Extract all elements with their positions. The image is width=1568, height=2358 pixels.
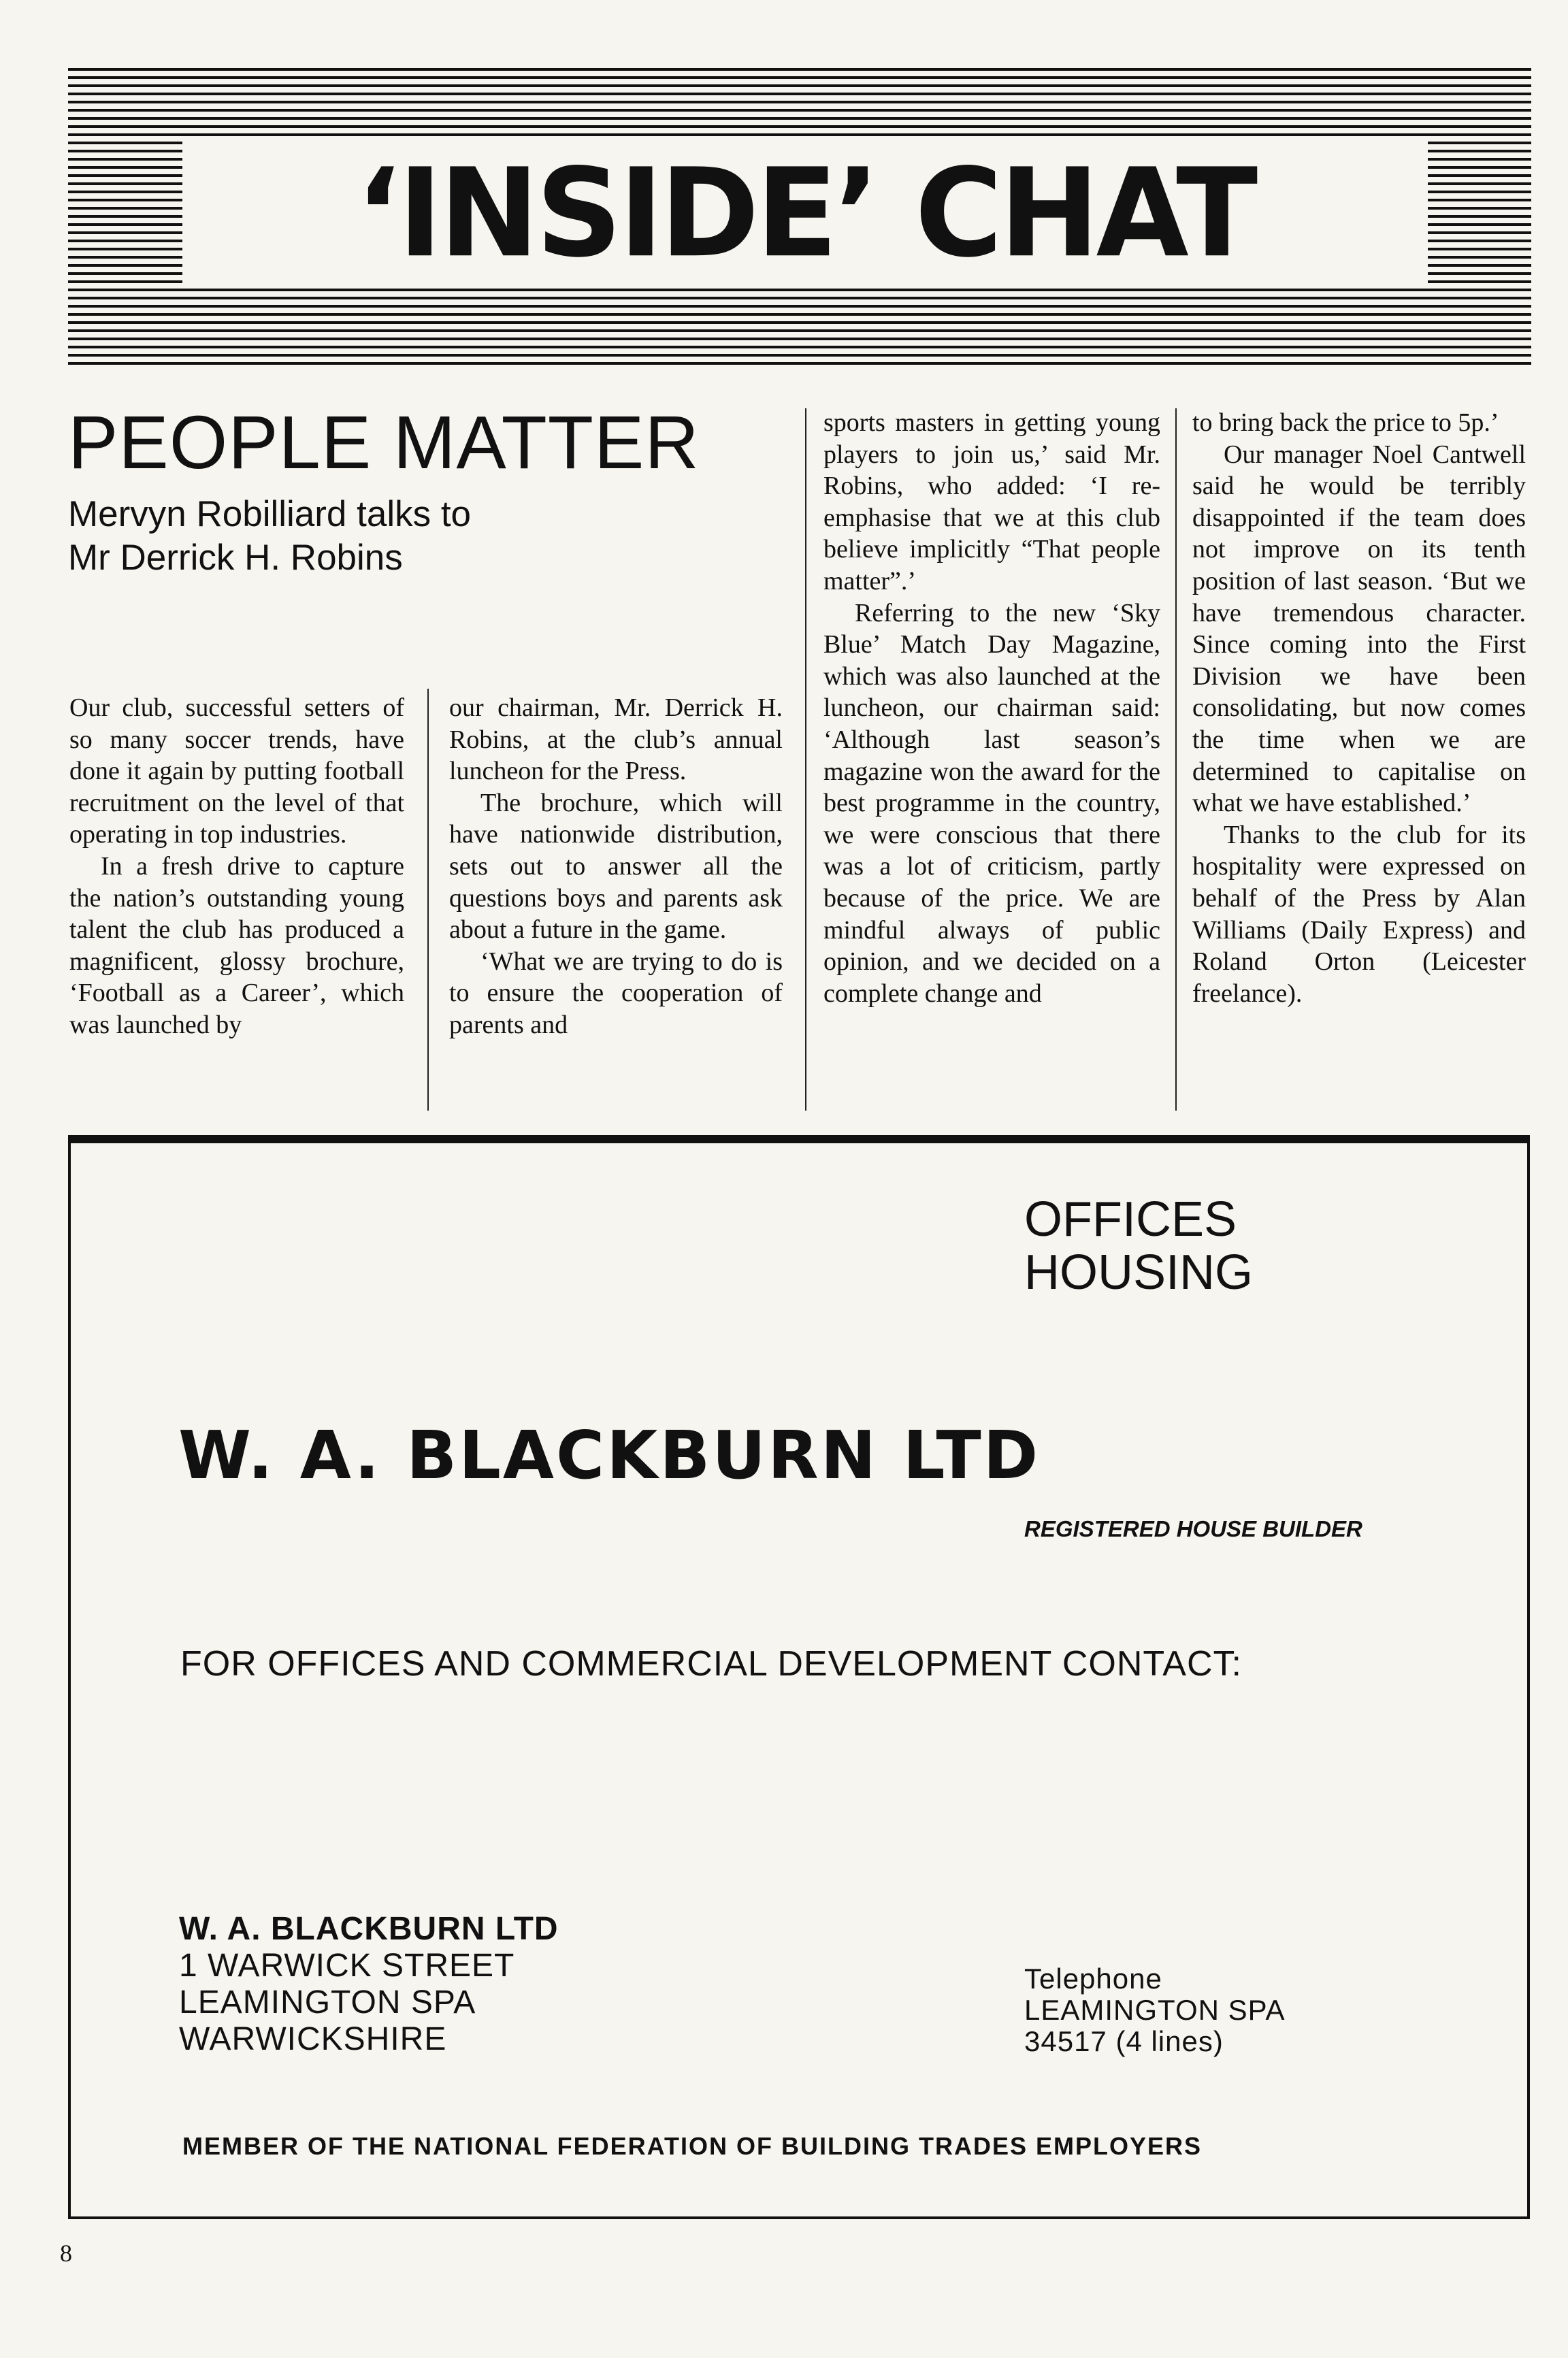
telephone-line: LEAMINGTON SPA [1024,1994,1286,2026]
advert-member-line: MEMBER OF THE NATIONAL FEDERATION OF BUILDING TRADES EMPLOYERS [182,2132,1203,2160]
paragraph: The brochure, which will have nationwide distribution, sets out to answer all the questions boys and parents ask about a future in the game. [449,788,783,945]
advert-offices-line: HOUSING [1024,1245,1254,1300]
column-rule [805,408,806,1111]
masthead-title: ‘INSIDE’ CHAT [355,142,1255,285]
advert-address [179,1911,559,2058]
advert-offices-housing [1024,1193,1253,1299]
advert-telephone [1024,1963,1286,2057]
address-line: W. A. BLACKBURN LTD [179,1911,559,1947]
paragraph: Our club, successful setters of so many soccer trends, have done it again by putting football recruitment on the level of that operating in top industries. [69,693,404,849]
address-line: 1 WARWICK STREET [179,1948,515,1984]
paragraph: Our manager Noel Cantwell said he would be terribly disappointed if the team does not improve on its tenth position of last season. ‘But we have tremendous character. Since coming into the First Division we have been consolidating, but now comes the time when we are determined to capitalise on what we have established.’ [1192,440,1526,818]
advert-company-name: W. A. BLACKBURN LTD [178,1417,1041,1494]
address-line: LEAMINGTON SPA [179,1984,476,2020]
article-headline: PEOPLE MATTER [68,401,700,485]
telephone-line: Telephone [1024,1963,1162,1995]
advert-offices-line: OFFICES [1024,1192,1237,1247]
article-column-2 [449,692,783,1041]
article-byline [68,493,783,580]
column-rule [1175,408,1177,1111]
byline-line: Mervyn Robilliard talks to [68,494,472,534]
paragraph: to bring back the price to 5p.’ [1192,408,1499,437]
masthead-box [182,140,1428,288]
paragraph: sports masters in getting young players to join us,’ said Mr. Robins, who added: ‘I re-emphasise that we at this club believe implicitly “That people matter”.’ [823,408,1160,595]
advert-registered-builder: REGISTERED HOUSE BUILDER [1024,1516,1362,1541]
column-rule [427,689,429,1111]
article-column-4 [1192,407,1526,1009]
telephone-line: 34517 (4 lines) [1024,2025,1224,2057]
paragraph: In a fresh drive to capture the nation’s outstanding young talent the club has produced a magnificent, glossy brochure, ‘Football as a Career’, which was launched by [69,851,404,1039]
paragraph: Referring to the new ‘Sky Blue’ Match Day Magazine, which was also launched at the luncheon, our chairman said: ‘Although last season’s magazine won the award for the best programme in the country, we were conscious that there was a lot of criticism, partly because of the price. We are mindful always of public opinion, and we decided on a complete change and [823,598,1160,1008]
paragraph: our chairman, Mr. Derrick H. Robins, at the club’s annual luncheon for the Press. [449,693,783,786]
byline-line: Mr Derrick H. Robins [68,538,403,578]
address-line: WARWICKSHIRE [179,2021,447,2057]
page-number: 8 [60,2240,72,2267]
paragraph: ‘What we are trying to do is to ensure the cooperation of parents and [449,947,783,1039]
paragraph: Thanks to the club for its hospitality were expressed on behalf of the Press by Alan Williams (Daily Express) and Roland Orton (Leicester freelance). [1192,820,1526,1008]
advert-contact-line: FOR OFFICES AND COMMERCIAL DEVELOPMENT CONTACT: [180,1644,1242,1684]
article-column-3 [823,407,1160,1009]
article-column-1 [69,692,404,1041]
